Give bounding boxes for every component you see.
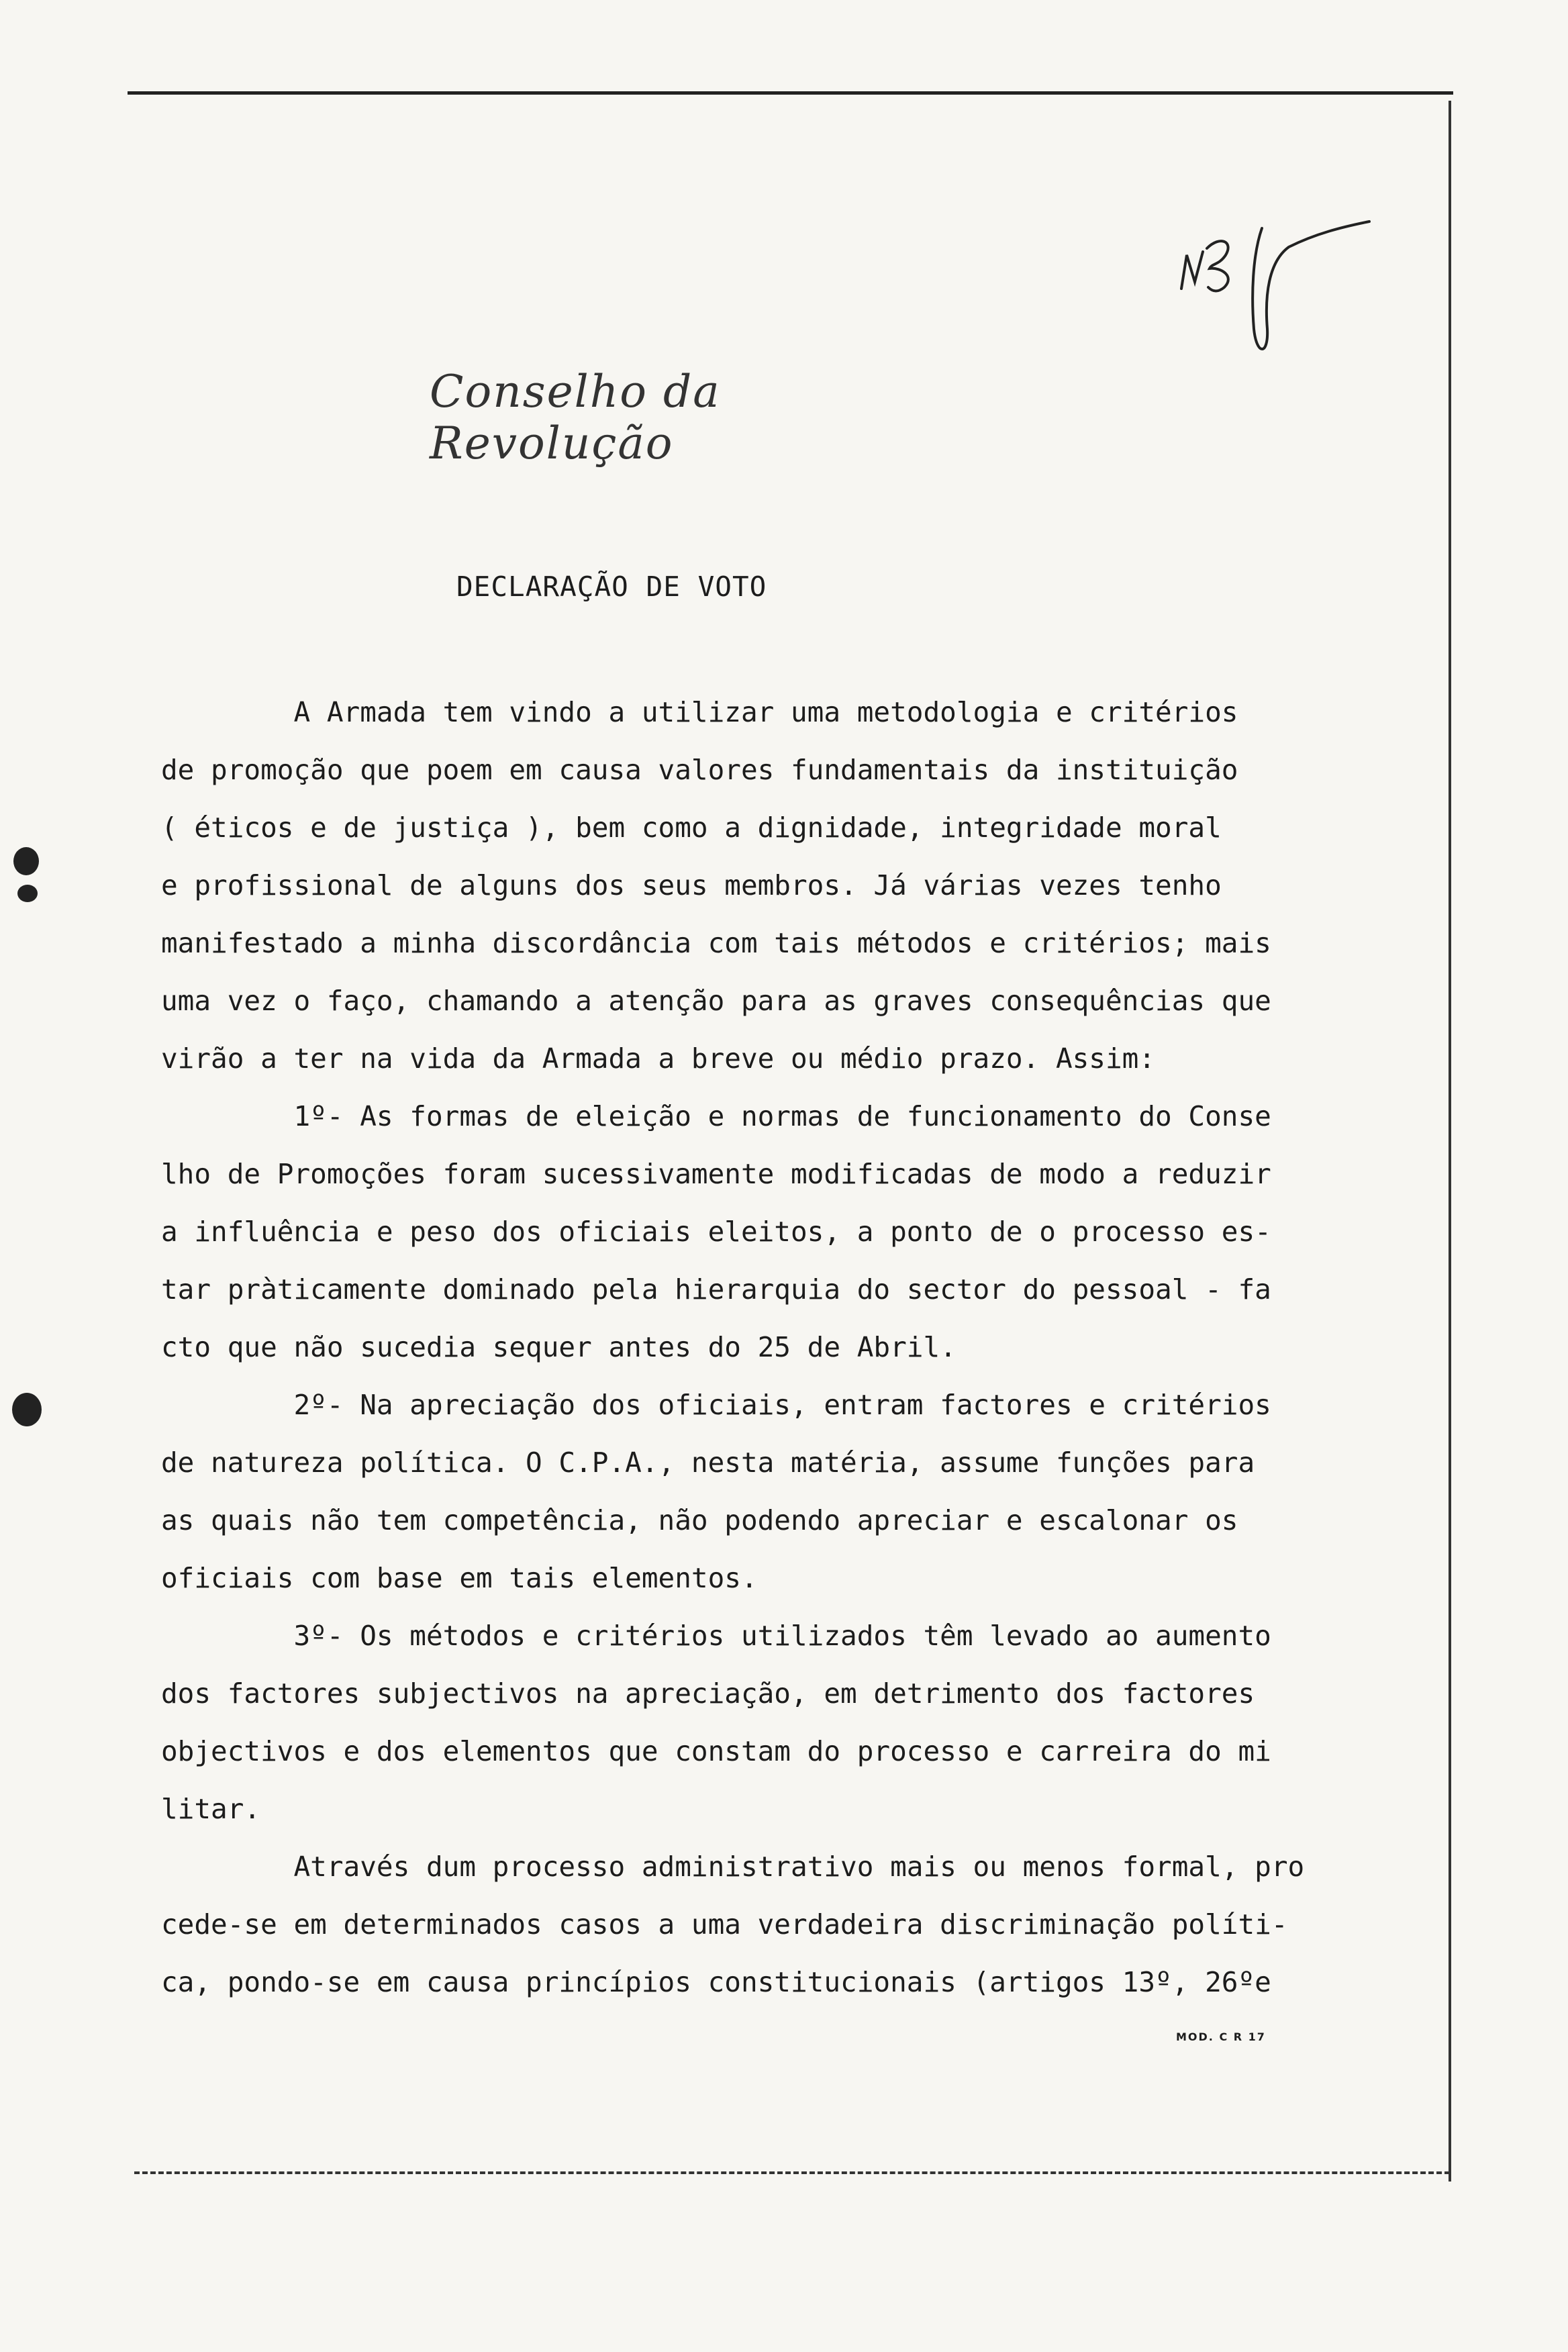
body-line: Através dum processo administrativo mais ou menos formal, pro: [161, 1851, 1305, 1883]
body-line: 1º- As formas de eleição e normas de funcionamento do Conse: [161, 1100, 1271, 1132]
body-line: virão a ter na vida da Armada a breve ou médio prazo. Assim:: [161, 1042, 1156, 1075]
body-line: 3º- Os métodos e critérios utilizados têm levado ao aumento: [161, 1620, 1271, 1652]
body-line: ( éticos e de justiça ), bem como a dignidade, integridade moral: [161, 812, 1222, 844]
binder-hole-lower: [12, 1393, 42, 1426]
body-line: a influência e peso dos oficiais eleitos, a ponto de o processo es-: [161, 1216, 1271, 1248]
body-line: ca, pondo-se em causa princípios constitucionais (artigos 13º, 26ºe: [161, 1966, 1271, 1998]
letterhead-text: Conselho da Revolução: [430, 366, 721, 469]
body-line: 2º- Na apreciação dos oficiais, entram factores e critérios: [161, 1389, 1271, 1421]
body-line: dos factores subjectivos na apreciação, em detrimento dos factores: [161, 1677, 1255, 1710]
binder-hole-upper: [13, 847, 39, 875]
body-line: oficiais com base em tais elementos.: [161, 1562, 758, 1594]
body-line: A Armada tem vindo a utilizar uma metodologia e critérios: [161, 696, 1238, 728]
body-line: de natureza política. O C.P.A., nesta matéria, assume funções para: [161, 1447, 1255, 1479]
body-line: objectivos e dos elementos que constam do processo e carreira do mi: [161, 1735, 1271, 1767]
letterhead-council-title: [430, 366, 913, 469]
document-title: DECLARAÇÃO DE VOTO: [456, 571, 767, 603]
body-line: litar.: [161, 1793, 261, 1825]
body-line: e profissional de alguns dos seus membros. Já várias vezes tenho: [161, 869, 1222, 901]
handwritten-initials: [1168, 215, 1383, 376]
form-code-footer: MOD. C R 17: [1176, 2030, 1266, 2043]
page-frame-right-rule: [1449, 101, 1451, 2182]
body-line: as quais não tem competência, não podendo apreciar e escalonar os: [161, 1504, 1238, 1536]
page-frame-bottom-rule: [134, 2171, 1450, 2174]
body-line: lho de Promoções foram sucessivamente modificadas de modo a reduzir: [161, 1158, 1271, 1190]
body-line: manifestado a minha discordância com tais métodos e critérios; mais: [161, 927, 1271, 959]
page-frame-top-rule: [128, 91, 1453, 95]
body-line: tar pràticamente dominado pela hierarquia do sector do pessoal - fa: [161, 1273, 1271, 1306]
document-body: [161, 683, 1329, 2011]
body-line: cede-se em determinados casos a uma verdadeira discriminação políti-: [161, 1908, 1288, 1941]
body-line: de promoção que poem em causa valores fundamentais da instituição: [161, 754, 1238, 786]
body-line: uma vez o faço, chamando a atenção para as graves consequências que: [161, 985, 1271, 1017]
binder-hole-upper-shadow: [17, 885, 38, 902]
body-line: cto que não sucedia sequer antes do 25 de Abril.: [161, 1331, 957, 1363]
